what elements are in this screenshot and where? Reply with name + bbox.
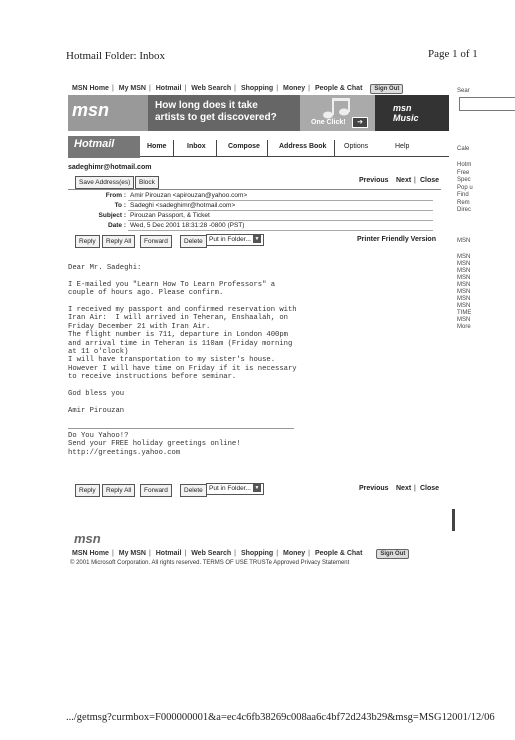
right-link[interactable]: Rem (457, 199, 470, 206)
date-value: Wed, 5 Dec 2001 18:31:28 -0800 (PST) (130, 222, 245, 229)
msn-music-label: Music (393, 113, 419, 123)
reply-all-button[interactable]: Reply All (102, 484, 135, 497)
folder-select-value: Put in Folder... (209, 485, 251, 492)
folder-select-value: Put in Folder... (209, 236, 251, 243)
right-link[interactable]: MSN (457, 254, 471, 260)
arrow-right-icon[interactable]: ➔ (352, 117, 368, 128)
right-link[interactable]: MSN (457, 296, 471, 302)
tab-address-book[interactable]: Address Book (279, 143, 327, 150)
forward-button[interactable]: Forward (140, 235, 172, 248)
right-link[interactable]: Pop u (457, 184, 473, 191)
copyright-text: © 2001 Microsoft Corporation. All rights reserved. TERMS OF USE TRUSTe Approved Privacy Statement (70, 560, 350, 566)
printer-friendly-link[interactable]: Printer Friendly Version (357, 236, 436, 243)
calendar-heading: Cale (457, 146, 470, 152)
tab-home[interactable]: Home (147, 143, 167, 150)
msn-heading: MSN (457, 238, 471, 244)
close-link[interactable]: Close (420, 485, 440, 492)
reply-button[interactable]: Reply (75, 484, 100, 497)
footer-nav-hotmail[interactable]: Hotmail (155, 550, 182, 557)
hotmail-logo[interactable]: Hotmail (68, 136, 140, 158)
hotmail-links (457, 162, 473, 213)
footer-nav: MSN Home | My MSN | Hotmail | Web Search | Shopping | Money | People & Chat Sign Out (72, 549, 409, 559)
from-value[interactable]: Amir Pirouzan <apirouzan@yahoo.com> (130, 192, 248, 199)
nav-money[interactable]: Money (283, 85, 306, 92)
footer-nav-people-chat[interactable]: People & Chat (314, 550, 363, 557)
tab-compose[interactable]: Compose (228, 143, 260, 150)
print-url: .../getmsg?curmbox=F000000001&a=ec4c6fb38269c008aa6c4bf72d243b29&msg=MSG12001/12/06 (66, 712, 495, 723)
folder-select[interactable] (206, 483, 264, 495)
ad-line-2: artists to get discovered? (155, 112, 277, 123)
message-body: Dear Mr. Sadeghi: I E-mailed you "Learn How To Learn Professors" a couple of hours ago. Please confirm. I received my passport and confirmed reservation with Iran Air: I will arrived in Teheran, Enshaalah, on Friday December 21 with Iran Air. The flight number is 711, departure in London 400pm and arrival time in Teheran is 110am (Friday morning at 11 o'clock) I will have transportation to my sister's house. However I will have time on Friday if it is necessary to receive instructions before seminar. God bless you Amir Pirouzan (68, 264, 297, 415)
subject-value: Pirouzan Passport, & Ticket (130, 212, 210, 219)
right-link[interactable]: Spec (457, 177, 471, 183)
right-link[interactable]: Find (457, 192, 469, 198)
folder-select[interactable] (206, 234, 264, 246)
msn-music-logo (393, 103, 419, 123)
signature: Do You Yahoo!? Send your FREE holiday greetings online! http://greetings.yahoo.com (68, 432, 241, 457)
footer-nav-msn-home[interactable]: MSN Home (72, 550, 109, 557)
nav-hotmail[interactable]: Hotmail (155, 85, 182, 92)
one-click-label[interactable]: One Click! (311, 119, 346, 126)
to-value[interactable]: Sadeghi <sadeghimr@hotmail.com> (130, 202, 236, 209)
footer-nav-shopping[interactable]: Shopping (240, 550, 274, 557)
right-link[interactable]: MSN (457, 317, 471, 323)
reply-all-button[interactable]: Reply All (102, 235, 135, 248)
nav-shopping[interactable]: Shopping (240, 85, 274, 92)
print-title: Hotmail Folder: Inbox (66, 50, 165, 62)
chevron-down-icon: ▼ (254, 485, 260, 492)
tab-help[interactable]: Help (395, 143, 410, 150)
chevron-down-icon: ▼ (254, 236, 260, 243)
close-link[interactable]: Close (420, 177, 440, 184)
right-link[interactable]: MSN (457, 275, 471, 281)
from-label: From : (105, 192, 126, 199)
search-heading: Sear (457, 88, 470, 94)
delete-button[interactable]: Delete (180, 484, 207, 497)
nav-my-msn[interactable]: My MSN (118, 85, 146, 92)
tab-options[interactable]: Options (344, 143, 369, 150)
delete-button[interactable]: Delete (180, 235, 207, 248)
previous-link[interactable]: Previous (359, 177, 389, 184)
to-label: To : (114, 202, 126, 209)
ad-line-1: How long does it take (155, 100, 258, 111)
footer-nav-my-msn[interactable]: My MSN (118, 550, 146, 557)
nav-web-search[interactable]: Web Search (191, 85, 232, 92)
right-link[interactable]: MSN (457, 289, 471, 295)
sign-out-button[interactable]: Sign Out (370, 84, 403, 94)
date-label: Date : (107, 222, 126, 229)
signature-divider (68, 428, 294, 429)
footer-msn-logo[interactable]: msn (74, 531, 101, 546)
right-link[interactable]: Hotm (457, 162, 472, 168)
page-number: Page 1 of 1 (428, 48, 478, 60)
block-button[interactable]: Block (135, 176, 159, 189)
right-link[interactable]: Direc (457, 207, 472, 213)
right-link[interactable]: MSN (457, 303, 471, 309)
footer-nav-web-search[interactable]: Web Search (191, 550, 232, 557)
forward-button[interactable]: Forward (140, 484, 172, 497)
next-link[interactable]: Next (396, 177, 412, 184)
search-input[interactable] (459, 97, 515, 111)
right-link[interactable]: TIME (457, 310, 472, 316)
msn-links (457, 254, 471, 330)
footer-nav-money[interactable]: Money (283, 550, 306, 557)
next-link[interactable]: Next (396, 485, 412, 492)
account-email: sadeghimr@hotmail.com (68, 164, 152, 171)
reply-button[interactable]: Reply (75, 235, 100, 248)
top-nav: MSN Home | My MSN | Hotmail | Web Search | Shopping | Money | People & Chat Sign Out (72, 84, 403, 94)
nav-msn-home[interactable]: MSN Home (72, 85, 109, 92)
footer-sign-out-button[interactable]: Sign Out (376, 549, 409, 559)
right-link[interactable]: MSN (457, 282, 471, 288)
right-link[interactable]: Free (457, 169, 470, 176)
right-link[interactable]: MSN (457, 261, 471, 267)
subject-label: Subject : (98, 212, 126, 219)
right-link[interactable]: MSN (457, 268, 471, 274)
previous-link[interactable]: Previous (359, 485, 389, 492)
scan-edge-mark (452, 509, 455, 531)
msn-logo[interactable]: msn (72, 100, 110, 120)
ad-headline (155, 100, 277, 124)
nav-people-chat[interactable]: People & Chat (314, 85, 363, 92)
tab-inbox[interactable]: Inbox (187, 143, 206, 150)
msn-music-brand: msn (393, 103, 412, 113)
save-address-button[interactable]: Save Address(es) (75, 176, 134, 189)
right-link[interactable]: More (457, 324, 471, 330)
